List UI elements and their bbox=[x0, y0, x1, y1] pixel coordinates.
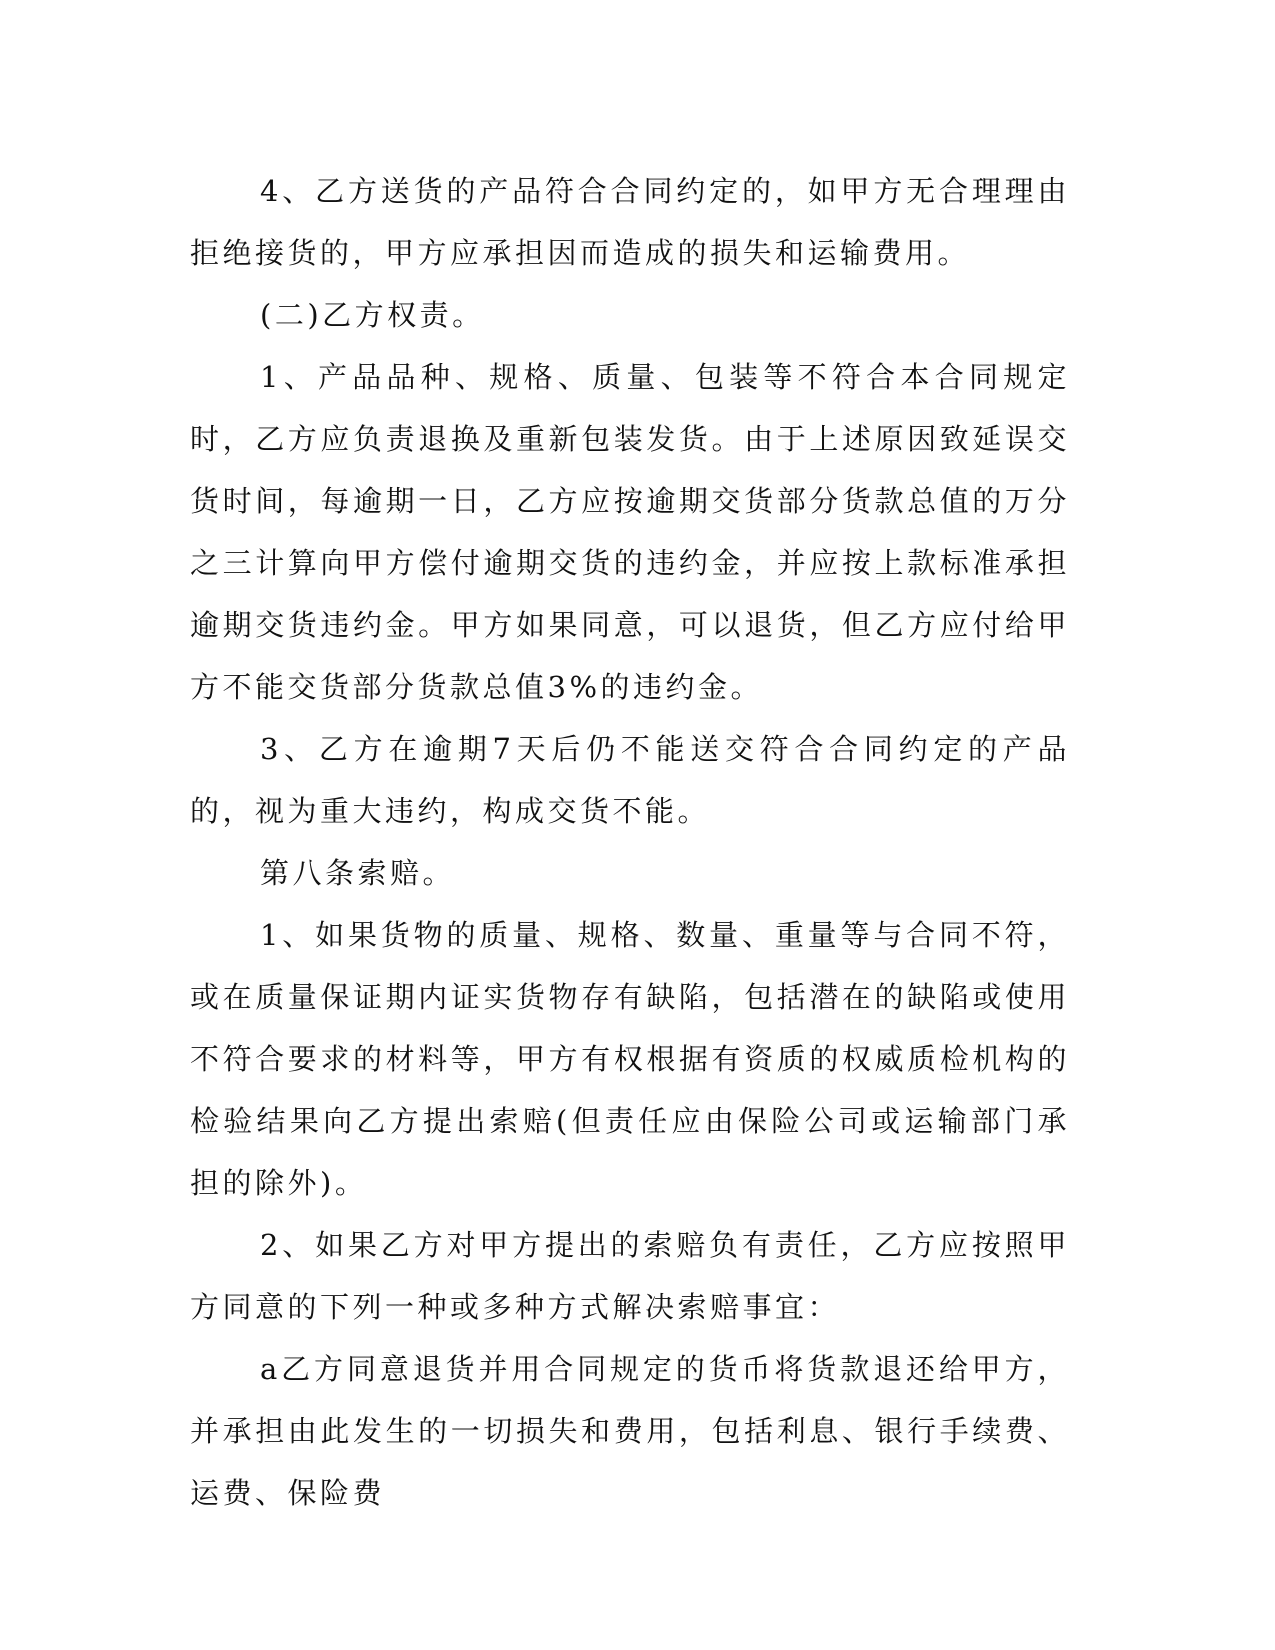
paragraph-party-b-clause-1: 1、产品品种、规格、质量、包装等不符合本合同规定时，乙方应负责退换及重新包装发货。由于上述原因致延误交货时间，每逾期一日，乙方应按逾期交货部分货款总值的万分之三计算向甲方偿付逾期交货的违约金，并应按上款标准承担逾期交货违约金。甲方如果同意，可以退货，但乙方应付给甲方不能交货部分货款总值3%的违约金。 bbox=[190, 360, 1070, 704]
paragraph-claims-clause-1: 1、如果货物的质量、规格、数量、重量等与合同不符，或在质量保证期内证实货物存有缺陷，包括潜在的缺陷或使用不符合要求的材料等，甲方有权根据有资质的权威质检机构的检验结果向乙方提出索赔(但责任应由保险公司或运输部门承担的除外)。 bbox=[190, 918, 1070, 1200]
paragraph-claims-option-a: a乙方同意退货并用合同规定的货币将货款退还给甲方，并承担由此发生的一切损失和费用，包括利息、银行手续费、运费、保险费 bbox=[190, 1352, 1070, 1510]
paragraph-party-b-clause-3: 3、乙方在逾期7天后仍不能送交符合合同约定的产品的，视为重大违约，构成交货不能。 bbox=[190, 732, 1070, 828]
heading-article-8-claims: 第八条索赔。 bbox=[260, 856, 456, 890]
paragraph-claims-clause-2: 2、如果乙方对甲方提出的索赔负有责任，乙方应按照甲方同意的下列一种或多种方式解决索赔事宜： bbox=[190, 1228, 1070, 1324]
heading-party-b-rights: (二)乙方权责。 bbox=[260, 298, 485, 332]
paragraph-delivery-clause-4: 4、乙方送货的产品符合合同约定的，如甲方无合理理由拒绝接货的，甲方应承担因而造成的损失和运输费用。 bbox=[190, 174, 1070, 270]
document-body bbox=[190, 160, 1070, 1524]
